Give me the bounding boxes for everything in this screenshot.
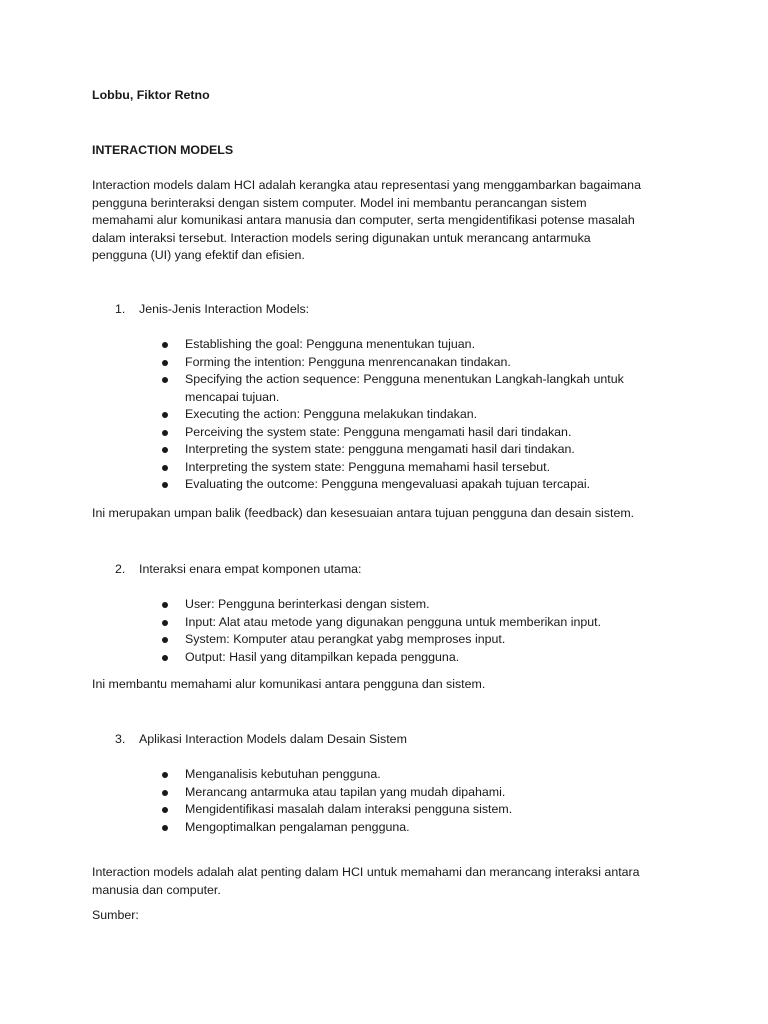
bullet-icon <box>162 342 168 348</box>
section-1-title <box>115 302 309 316</box>
list-item: Mengidentifikasi masalah dalam interaksi pengguna sistem. <box>160 801 660 819</box>
section-number: 1. <box>115 302 126 316</box>
list-item: Interpreting the system state: pengguna mengamati hasil dari tindakan. <box>160 441 660 459</box>
bullet-icon <box>162 602 168 608</box>
list-item: Interpreting the system state: Pengguna memahami hasil tersebut. <box>160 459 660 477</box>
section-3-bullet-list <box>160 766 660 836</box>
section-title: Jenis-Jenis Interaction Models: <box>139 302 310 316</box>
list-item: Establishing the goal: Pengguna menentukan tujuan. <box>160 336 660 354</box>
list-item: Perceiving the system state: Pengguna mengamati hasil dari tindakan. <box>160 424 660 442</box>
intro-line: dalam interaksi tersebut. Interaction models sering digunakan untuk merancang antarmuka <box>92 230 591 245</box>
bullet-icon <box>162 825 168 831</box>
bullet-icon <box>162 807 168 813</box>
bullet-icon <box>162 447 168 453</box>
bullet-icon <box>162 465 168 471</box>
bullet-icon <box>162 637 168 643</box>
bullet-icon <box>162 412 168 418</box>
bullet-icon <box>162 377 168 383</box>
intro-line: pengguna berinteraksi dengan sistem computer. Model ini membantu perancangan sistem <box>92 195 587 210</box>
bullet-icon <box>162 790 168 796</box>
list-item: Merancang antarmuka atau tapilan yang mudah dipahami. <box>160 784 660 802</box>
bullet-icon <box>162 620 168 626</box>
conclusion-line: manusia dan computer. <box>92 882 221 897</box>
author-name: Lobbu, Fiktor Retno <box>92 88 210 102</box>
conclusion-line: Interaction models adalah alat penting dalam HCI untuk memahami dan merancang interaksi antara <box>92 865 640 879</box>
section-2-title <box>115 562 361 576</box>
list-item: User: Pengguna berinterkasi dengan sistem. <box>160 596 660 614</box>
list-item: Output: Hasil yang ditampilkan kepada pengguna. <box>160 649 660 667</box>
intro-line: memahami alur komunikasi antara manusia dan computer, serta mengidentifikasi potense masalah <box>92 213 635 227</box>
conclusion-paragraph <box>92 864 682 899</box>
list-item: Input: Alat atau metode yang digunakan pengguna untuk memberikan input. <box>160 614 660 632</box>
list-item: Evaluating the outcome: Pengguna mengevaluasi apakah tujuan tercapai. <box>160 476 660 494</box>
section-2-bullet-list <box>160 596 660 666</box>
source-label: Sumber: <box>92 908 139 922</box>
intro-line: Interaction models dalam HCI adalah kerangka atau representasi yang menggambarkan bagaimana <box>92 178 641 192</box>
section-title: Aplikasi Interaction Models dalam Desain Sistem <box>139 732 407 746</box>
list-item: Executing the action: Pengguna melakukan tindakan. <box>160 406 660 424</box>
list-item: Menganalisis kebutuhan pengguna. <box>160 766 660 784</box>
intro-line: pengguna (UI) yang efektif dan efisien. <box>92 248 305 262</box>
list-item: Forming the intention: Pengguna menrencanakan tindakan. <box>160 354 660 372</box>
section-3-title <box>115 732 407 746</box>
bullet-icon <box>162 655 168 661</box>
list-item: Specifying the action sequence: Pengguna menentukan Langkah-langkah untuk mencapai tujuan. <box>160 371 660 406</box>
section-number: 3. <box>115 732 126 746</box>
section-1-bullet-list <box>160 336 660 494</box>
list-item: System: Komputer atau perangkat yabg memproses input. <box>160 631 660 649</box>
section-1-closing: Ini merupakan umpan balik (feedback) dan kesesuaian antara tujuan pengguna dan desain sistem. <box>92 506 635 520</box>
section-2-closing: Ini membantu memahami alur komunikasi antara pengguna dan sistem. <box>92 677 486 691</box>
bullet-icon <box>162 772 168 778</box>
document-heading: INTERACTION MODELS <box>92 143 234 157</box>
bullet-icon <box>162 360 168 366</box>
bullet-icon <box>162 482 168 488</box>
section-number: 2. <box>115 562 126 576</box>
list-item: Mengoptimalkan pengalaman pengguna. <box>160 819 660 837</box>
section-title: Interaksi enara empat komponen utama: <box>139 562 362 576</box>
bullet-icon <box>162 430 168 436</box>
intro-paragraph <box>92 177 682 265</box>
